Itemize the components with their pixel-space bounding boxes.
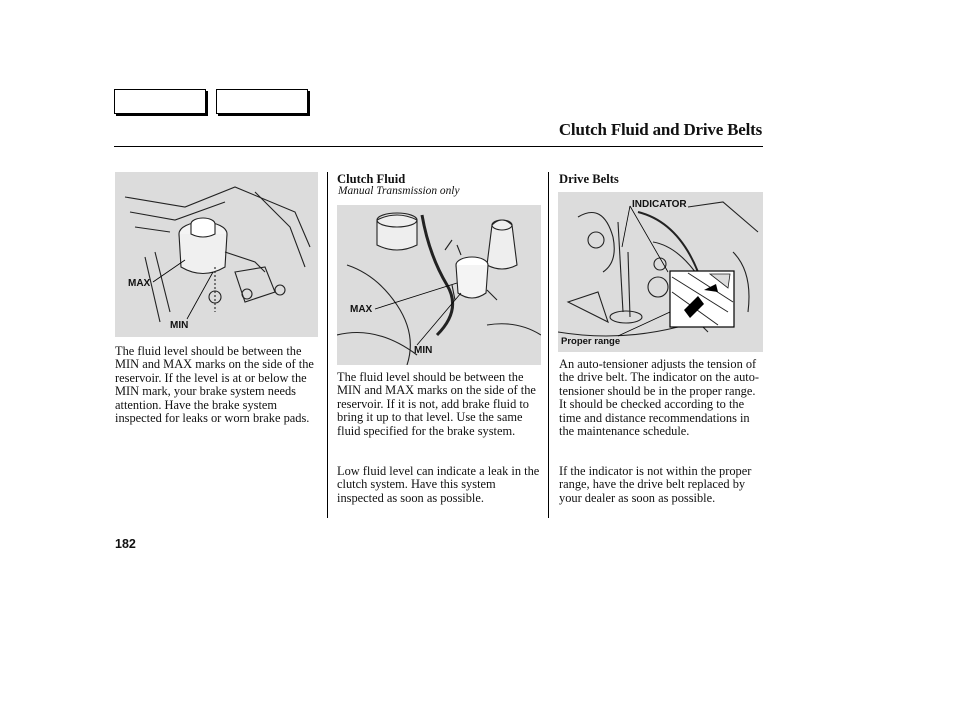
indicator-leader-line xyxy=(622,206,630,247)
page-number: 182 xyxy=(115,537,136,551)
min-label: MIN xyxy=(170,320,189,331)
brake-reservoir-illustration xyxy=(115,172,318,337)
drive-belt-tensioner-illustration xyxy=(558,192,763,352)
title-divider xyxy=(114,146,763,147)
brake-fluid-text xyxy=(115,345,323,425)
brake-fluid-paragraph: The fluid level should be between the MIN and MAX marks on the side of the reservoir. If the level is at or below the MIN mark, your brake system needs attention. Have the brake system inspected for leaks or worn brake pads. xyxy=(115,344,314,426)
max-leader-line xyxy=(375,283,457,309)
clutch-fluid-paragraph-1: The fluid level should be between the MIN and MAX marks on the side of the reservoir. If it is not, add brake fluid to bring it up to that level. Use the same fluid specified for the brake system. xyxy=(337,370,536,438)
drive-belts-paragraph-1: An auto-tensioner adjusts the tension of the drive belt. The indicator on the auto-tensioner should be in the proper range. It should be checked according to the time and distance recommendations in the maintenance schedule. xyxy=(559,357,760,439)
drive-belts-text-1 xyxy=(559,358,765,438)
max-label: MAX xyxy=(128,278,151,289)
column-divider-2 xyxy=(548,172,549,518)
tensioner-detail-inset xyxy=(670,271,734,327)
drive-belts-heading: Drive Belts xyxy=(559,172,619,186)
drive-belts-paragraph-2: If the indicator is not within the proper range, have the drive belt replaced by your dealer as soon as possible. xyxy=(559,464,752,505)
clutch-fluid-paragraph-2: Low fluid level can indicate a leak in the clutch system. Have this system inspected as soon as possible. xyxy=(337,464,540,505)
nav-tab-2[interactable] xyxy=(216,89,308,114)
min-leader-line xyxy=(417,293,461,345)
indicator-label: INDICATOR xyxy=(632,199,687,210)
drive-belts-text-2 xyxy=(559,465,765,505)
clutch-reservoir-drawing xyxy=(337,205,541,365)
drive-belt-drawing xyxy=(558,192,763,352)
max-label: MAX xyxy=(350,304,373,315)
clutch-fluid-text-2 xyxy=(337,465,545,505)
proper-range-leader-line xyxy=(618,312,670,336)
page-title: Clutch Fluid and Drive Belts xyxy=(558,120,762,139)
nav-tab-1[interactable] xyxy=(114,89,206,114)
brake-reservoir-drawing xyxy=(115,172,318,337)
column-divider-1 xyxy=(327,172,328,518)
clutch-fluid-heading: Clutch Fluid xyxy=(337,172,406,186)
clutch-reservoir-illustration xyxy=(337,205,541,365)
clutch-fluid-subheading: Manual Transmission only xyxy=(338,185,460,197)
proper-range-label: Proper range xyxy=(561,336,621,347)
clutch-fluid-text-1 xyxy=(337,371,545,438)
min-label: MIN xyxy=(414,345,433,356)
